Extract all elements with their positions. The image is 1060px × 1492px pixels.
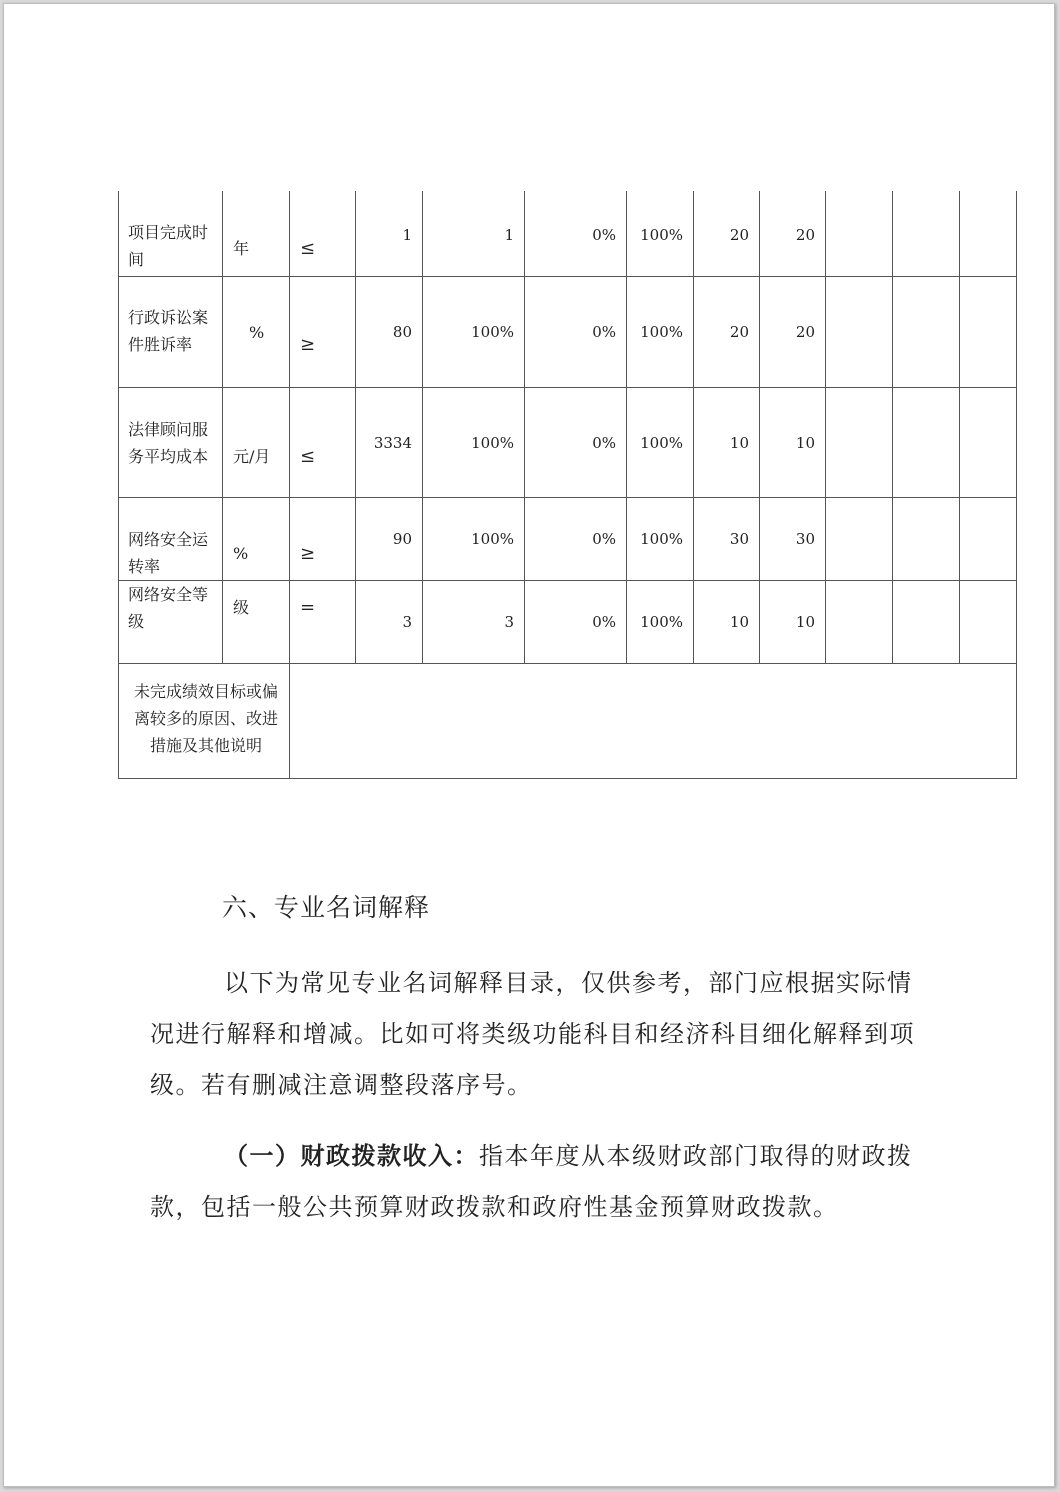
empty-cell bbox=[826, 580, 893, 663]
actual-value: 1 bbox=[423, 191, 525, 276]
indicator-operator: ≤ bbox=[290, 387, 356, 497]
indicator-unit: % bbox=[223, 276, 290, 387]
deviation-value: 0% bbox=[525, 191, 627, 276]
weight-value: 30 bbox=[694, 497, 760, 580]
score-value: 10 bbox=[760, 387, 826, 497]
note-label: 未完成绩效目标或偏离较多的原因、改进措施及其他说明 bbox=[119, 663, 290, 778]
empty-cell bbox=[960, 580, 1017, 663]
completion-rate: 100% bbox=[627, 580, 694, 663]
empty-cell bbox=[960, 387, 1017, 497]
completion-rate: 100% bbox=[627, 276, 694, 387]
term-title: （一）财政拨款收入： bbox=[224, 1141, 479, 1170]
indicator-name: 行政诉讼案件胜诉率 bbox=[119, 276, 223, 387]
table-row bbox=[119, 663, 1017, 778]
document-page bbox=[3, 3, 1055, 1487]
intro-paragraph: 以下为常见专业名词解释目录，仅供参考，部门应根据实际情况进行解释和增减。比如可将类级功能科目和经济科目细化解释到项级。若有删减注意调整段落序号。 bbox=[150, 969, 915, 1099]
note-value bbox=[290, 663, 1017, 778]
empty-cell bbox=[960, 276, 1017, 387]
score-value: 30 bbox=[760, 497, 826, 580]
table-row bbox=[119, 191, 1017, 276]
indicator-operator: ≤ bbox=[290, 191, 356, 276]
deviation-value: 0% bbox=[525, 580, 627, 663]
deviation-value: 0% bbox=[525, 276, 627, 387]
performance-table bbox=[118, 191, 1017, 779]
table-row bbox=[119, 387, 1017, 497]
weight-value: 10 bbox=[694, 387, 760, 497]
indicator-name: 网络安全等级 bbox=[119, 580, 223, 663]
indicator-unit: 元/月 bbox=[223, 387, 290, 497]
empty-cell bbox=[893, 497, 960, 580]
target-value: 80 bbox=[356, 276, 423, 387]
empty-cell bbox=[826, 497, 893, 580]
empty-cell bbox=[826, 191, 893, 276]
actual-value: 100% bbox=[423, 497, 525, 580]
weight-value: 10 bbox=[694, 580, 760, 663]
indicator-unit: 年 bbox=[223, 191, 290, 276]
actual-value: 3 bbox=[423, 580, 525, 663]
target-value: 3334 bbox=[356, 387, 423, 497]
indicator-name: 网络安全运转率 bbox=[119, 497, 223, 580]
empty-cell bbox=[826, 276, 893, 387]
section-heading: 六、专业名词解释 bbox=[222, 893, 431, 922]
completion-rate: 100% bbox=[627, 387, 694, 497]
target-value: 1 bbox=[356, 191, 423, 276]
table-row bbox=[119, 276, 1017, 387]
empty-cell bbox=[960, 497, 1017, 580]
completion-rate: 100% bbox=[627, 191, 694, 276]
empty-cell bbox=[826, 387, 893, 497]
indicator-name: 法律顾问服务平均成本 bbox=[119, 387, 223, 497]
table-row bbox=[119, 497, 1017, 580]
indicator-unit: 级 bbox=[223, 580, 290, 663]
empty-cell bbox=[893, 580, 960, 663]
actual-value: 100% bbox=[423, 387, 525, 497]
indicator-name: 项目完成时间 bbox=[119, 191, 223, 276]
empty-cell bbox=[960, 191, 1017, 276]
empty-cell bbox=[893, 191, 960, 276]
score-value: 10 bbox=[760, 580, 826, 663]
deviation-value: 0% bbox=[525, 497, 627, 580]
term-definition: 指本年度从本级财政部门取得的财政拨款，包括一般公共预算财政拨款和政府性基金预算财政拨款。 bbox=[150, 1142, 913, 1221]
empty-cell bbox=[893, 387, 960, 497]
indicator-operator: ≥ bbox=[290, 497, 356, 580]
weight-value: 20 bbox=[694, 191, 760, 276]
indicator-operator: ≥ bbox=[290, 276, 356, 387]
deviation-value: 0% bbox=[525, 387, 627, 497]
actual-value: 100% bbox=[423, 276, 525, 387]
score-value: 20 bbox=[760, 276, 826, 387]
weight-value: 20 bbox=[694, 276, 760, 387]
term-paragraph bbox=[150, 1130, 930, 1233]
completion-rate: 100% bbox=[627, 497, 694, 580]
indicator-operator: = bbox=[290, 580, 356, 663]
empty-cell bbox=[893, 276, 960, 387]
target-value: 3 bbox=[356, 580, 423, 663]
target-value: 90 bbox=[356, 497, 423, 580]
table-row bbox=[119, 580, 1017, 663]
indicator-unit: % bbox=[223, 497, 290, 580]
score-value: 20 bbox=[760, 191, 826, 276]
